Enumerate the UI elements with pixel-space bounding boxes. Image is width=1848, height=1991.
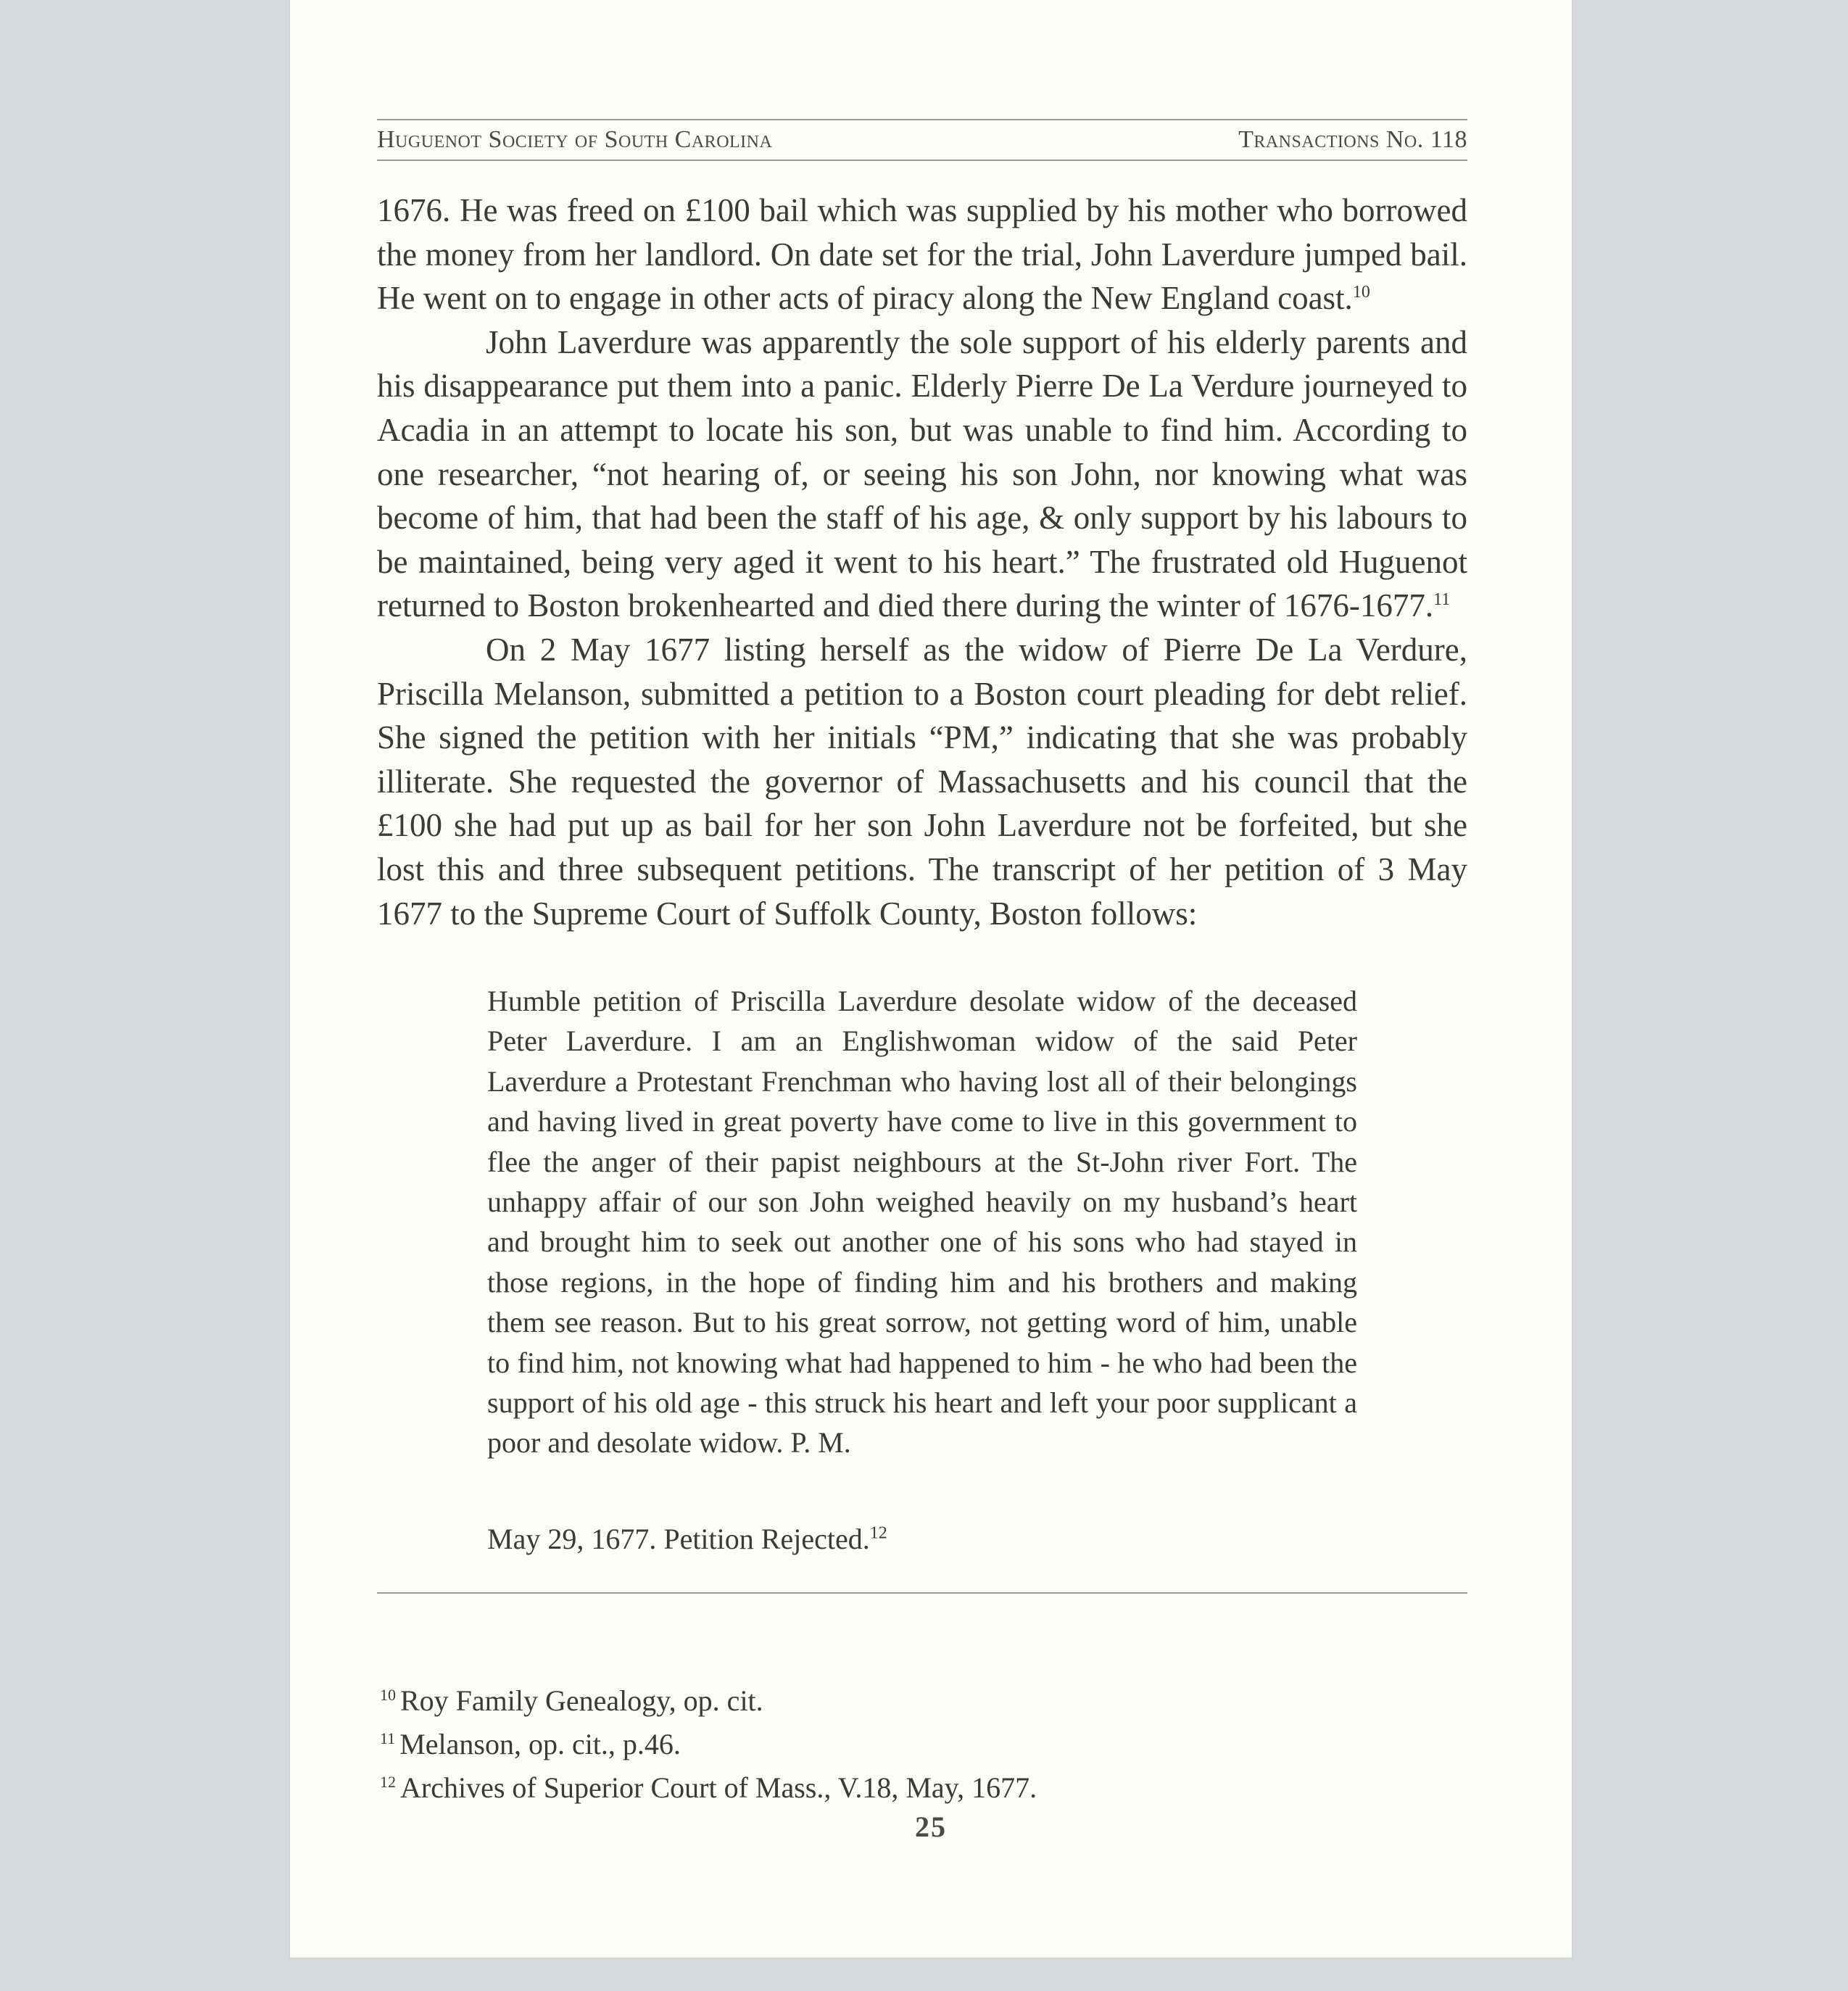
paragraph [377,320,1467,628]
footnote-ref: 11 [1433,590,1451,610]
footnote [380,1723,1467,1766]
header-transactions-number: Transactions No. 118 [1238,126,1467,153]
body-text [377,189,1467,935]
footnote-text: Archives of Superior Court of Mass., V.18, May, 1677. [400,1771,1037,1804]
footnote-number: 12 [380,1772,396,1791]
petition-outcome-text: May 29, 1677. Petition Rejected. [487,1523,870,1555]
footnote-divider [377,1592,1467,1594]
petition-outcome [487,1519,1357,1559]
footnote-text: Melanson, op. cit., p.46. [399,1728,681,1760]
paragraph [377,189,1467,320]
header-society-title: Huguenot Society of South Carolina [377,126,773,153]
footnote [380,1679,1467,1723]
footnote-number: 11 [380,1729,396,1747]
paragraph-text: On 2 May 1677 listing herself as the widow of Pierre De La Verdure, Priscilla Melanson, submitted a petition to a Boston court pleading for debt relief. She signed the petition with her initials “PM,” indicating that she was probably illiterate. She requested the governor of Massachusetts and his council that the £100 she had put up as bail for her son John Laverdure not be forfeited, but she lost this and three subsequent petitions. The transcript of her petition of 3 May 1677 to the Supreme Court of Suffolk County, Boston follows: [377,631,1467,932]
document-page [290,0,1572,1958]
footnotes [380,1679,1467,1810]
paragraph-text: 1676. He was freed on £100 bail which was supplied by his mother who borrowed the money from her landlord. On date set for the trial, John Laverdure jumped bail. He went on to engage in other acts of piracy along the New England coast. [377,192,1467,317]
paragraph-text: John Laverdure was apparently the sole support of his elderly parents and his disappearance put them into a panic. Elderly Pierre De La Verdure journeyed to Acadia in an attempt to locate his son, but was unable to find him. According to one researcher, “not hearing of, or seeing his son John, nor knowing what was become of him, that had been the staff of his age, & only support by his labours to be maintained, being very aged it went to his heart.” The frustrated old Huguenot returned to Boston brokenhearted and died there during the winter of 1676-1677. [377,323,1467,624]
block-quote-petition: Humble petition of Priscilla Laverdure desolate widow of the deceased Peter Laverdure. I am an Englishwoman widow of the said Peter Laverdure a Protestant Frenchman who having lost all of their belongings and having lived in great poverty have come to live in this government to flee the anger of their papist neighbours at the St-John river Fort. The unhappy affair of our son John weighed heavily on my husband’s heart and brought him to seek out another one of his sons who had stayed in those regions, in the hope of finding him and his brothers and making them see reason. But to his great sorrow, not getting word of him, unable to find him, not knowing what had happened to him - he who had been the support of his old age - this struck his heart and left your poor supplicant a poor and desolate widow. P. M. [487,985,1357,1460]
footnote-ref: 12 [869,1523,887,1543]
footnote-number: 10 [380,1685,396,1704]
page-number: 25 [915,1810,947,1843]
footnote [380,1766,1467,1810]
footnote-ref: 10 [1352,283,1370,302]
footnote-text: Roy Family Genealogy, op. cit. [400,1684,763,1717]
running-header [377,119,1467,161]
paragraph [377,628,1467,935]
